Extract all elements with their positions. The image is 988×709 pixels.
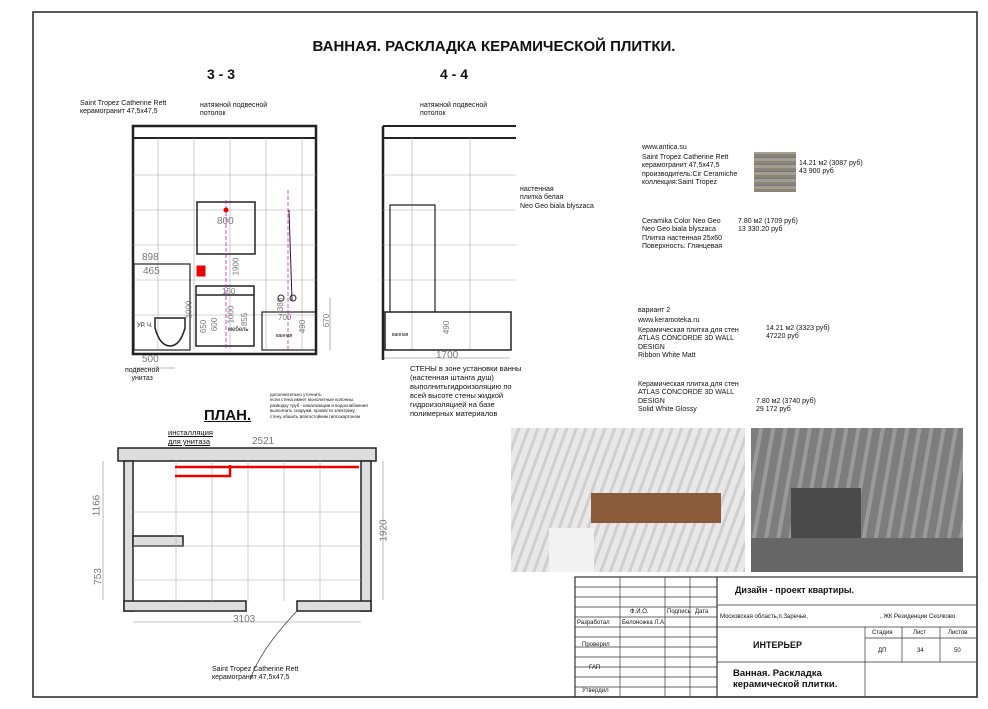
tile-sample-image: [754, 152, 796, 192]
spec-item-4-price: 7.80 м2 (3740 руб) 29 172 руб: [756, 398, 816, 414]
plan-note: дополнительно уточнить если стена имеет монолитные колонны, разводку труб - канализации и водоснабжения выполнить снаружи, провести электрику, стену обшить влагостойким гипсокартоном: [270, 392, 368, 419]
dim-490: 490: [298, 319, 308, 334]
dim-800: 800: [217, 216, 234, 227]
stage-value: ДП: [878, 648, 887, 654]
dim-855: 855: [240, 312, 250, 327]
dim-1000-left: 1000: [184, 300, 194, 319]
stage-label: Стадия: [872, 630, 893, 636]
spec-item-3: Керамическая плитка для стен ATLAS CONCORDE 3D WALL DESIGN Ribbon White Matt: [638, 327, 739, 360]
col-date: Дата: [695, 609, 709, 615]
spec-site-1: www.antica.su: [642, 144, 687, 151]
gap-label: ГАП: [589, 665, 601, 671]
approved-label: Утвердил: [582, 688, 609, 694]
spec-item-1-price: 14.21 м2 (3087 руб) 43 900 руб: [799, 160, 863, 176]
ceiling-note-3-3: натяжной подвесной потолок: [200, 102, 268, 118]
spec-item-4: Керамическая плитка для стен ATLAS CONCORDE 3D WALL DESIGN Solid White Glossy: [638, 381, 739, 414]
sheets-label: Листов: [948, 630, 968, 636]
dim-898: 898: [142, 252, 159, 263]
install-note: инсталляция для унитаза: [168, 428, 213, 446]
spec-item-2-price: 7.80 м2 (1709 руб) 13 330.20 руб: [738, 218, 798, 234]
dim-500: 500: [142, 354, 159, 365]
floor-level-label: УР. Ч.: [137, 323, 153, 329]
interior-photo-ribbon-white: [511, 428, 745, 572]
dim-1900: 1900: [231, 257, 241, 276]
dim-3103: 3103: [233, 614, 256, 625]
sheet-label: Лист: [913, 630, 927, 636]
section-3-3-label: 3 - 3: [207, 66, 236, 82]
dim-150: 150: [222, 287, 236, 296]
furniture-label: мебель: [228, 327, 249, 333]
dim-465: 465: [143, 266, 160, 277]
spec-item-2: Ceramika Color Neo Geo Neo Geo biala blyszaca Плитка настенная 25x60 Поверхность: Глянцевая: [642, 218, 723, 251]
toilet-note: подвесной унитаз: [125, 367, 160, 383]
interior-photo-solid-white: [751, 428, 963, 572]
spec-item-3-price: 14.21 м2 (3323 руб) 47220 руб: [766, 325, 830, 341]
dim-1920: 1920: [378, 519, 390, 542]
spec-item-1: Saint Tropez Catherine Rett керамогранит 47,5x47,5 производитель:Cir Ceramiche коллекция:Saint Tropez: [642, 154, 738, 187]
checked-label: Проверил: [582, 642, 610, 648]
dim-2521: 2521: [252, 436, 275, 447]
section-4-4-label: 4 - 4: [440, 66, 469, 82]
dim-670: 670: [322, 313, 332, 328]
ceiling-note-4-4: натяжной подвесной потолок: [420, 102, 488, 118]
spec-site-2: www.keramoteka.ru: [638, 317, 700, 324]
developed-label: Разработал: [577, 620, 610, 626]
sheet-name: Ванная. Раскладка керамической плитки.: [733, 668, 838, 691]
residential-complex: , ЖК Резиденции Сколково: [880, 614, 956, 620]
section-name: ИНТЕРЬЕР: [753, 640, 802, 650]
sheets-value: 50: [954, 648, 961, 654]
dim-1000: 1000: [226, 305, 236, 324]
developer-name: Белоножка Л.А.: [622, 620, 666, 626]
project-title: Дизайн - проект квартиры.: [735, 585, 855, 595]
plan-tile-note: Saint Tropez Catherine Rett керамогранит 47,5x47,5: [212, 666, 299, 682]
plan-red-pipes: [175, 465, 359, 476]
dim-380: 380: [276, 297, 286, 312]
dim-700: 700: [278, 313, 292, 322]
bath-label-3-3: ванная: [276, 333, 293, 339]
plan-drawing: [118, 448, 376, 611]
walls-waterproofing-note: СТЕНЫ в зоне установки ванны (настенная штанга душ) выполнитьгидроизоляцию по всей высоте стены жидкой гидроизоляцией на базе полимерных материалов: [410, 364, 522, 418]
wall-tile-note-4-4: настенная плитка белая Neo Geo biala blyszaca: [520, 186, 594, 210]
bath-label-4-4: ванная: [392, 332, 409, 338]
sheet-title: ВАННАЯ. РАСКЛАДКА КЕРАМИЧЕСКОЙ ПЛИТКИ.: [312, 38, 676, 55]
dim-1166: 1166: [91, 494, 103, 517]
address: Московская область,п.Заречье,: [720, 614, 809, 620]
dim-753: 753: [92, 568, 104, 585]
col-fio: Ф.И.О.: [630, 609, 649, 615]
dim-650: 650: [199, 319, 209, 334]
dim-1700: 1700: [436, 350, 459, 361]
plan-label: ПЛАН.: [204, 407, 252, 424]
spec-variant: вариант 2: [638, 307, 671, 314]
col-sign: Подпись: [667, 609, 691, 615]
sheet-value: 34: [917, 648, 924, 654]
tile-note-3-3: Saint Tropez Catherine Rett керамогранит 47,5x47,5: [80, 100, 167, 116]
dim-600: 600: [210, 317, 220, 332]
dim-490-4-4: 490: [442, 320, 452, 335]
